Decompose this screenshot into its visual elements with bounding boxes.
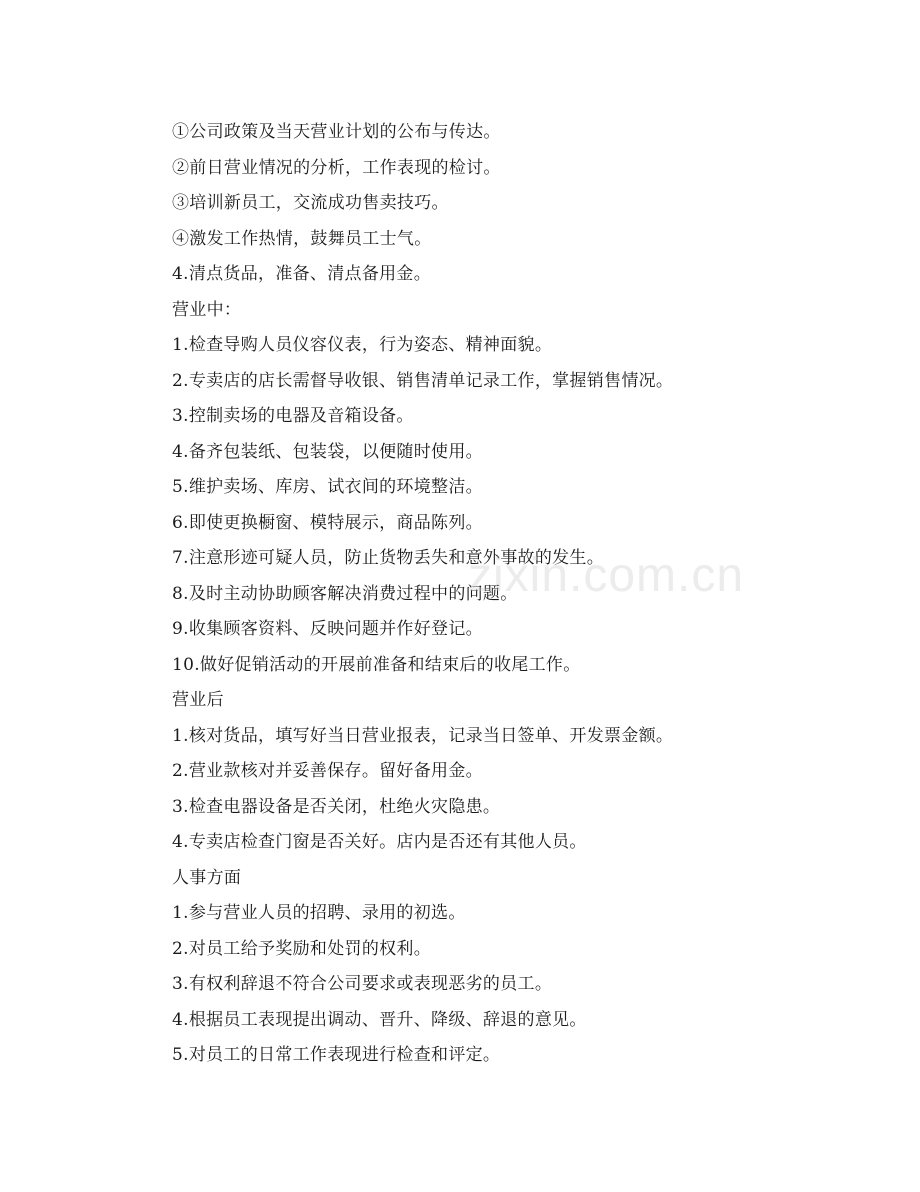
text-line: ①公司政策及当天营业计划的公布与传达。 xyxy=(172,122,501,142)
section-heading: 营业中： xyxy=(172,299,242,320)
text-line: 4.备齐包装纸、包装袋，以便随时使用。 xyxy=(172,441,483,462)
text-line: 10.做好促销活动的开展前准备和结束后的收尾工作。 xyxy=(172,654,581,675)
text-line: 5.对员工的日常工作表现进行检查和评定。 xyxy=(172,1045,501,1065)
text-line: 8.及时主动协助顾客解决消费过程中的问题。 xyxy=(172,583,518,604)
text-line: 3.检查电器设备是否关闭，杜绝火灾隐患。 xyxy=(172,796,501,817)
text-line: 2.营业款核对并妥善保存。留好备用金。 xyxy=(172,761,483,781)
watermark: zixin.com.cn xyxy=(468,549,745,602)
text-line: 3.控制卖场的电器及音箱设备。 xyxy=(172,406,414,426)
text-line: 4.清点货品，准备、清点备用金。 xyxy=(172,264,432,284)
text-line: 4.专卖店检查门窗是否关好。店内是否还有其他人员。 xyxy=(172,832,587,852)
text-line: 3.有权利辞退不符合公司要求或表现恶劣的员工。 xyxy=(172,974,553,994)
text-line: ②前日营业情况的分析，工作表现的检讨。 xyxy=(172,157,501,178)
section-heading: 营业后 xyxy=(172,690,224,710)
text-line: ④激发工作热情，鼓舞员工士气。 xyxy=(172,228,432,249)
text-line: 7.注意形迹可疑人员，防止货物丢失和意外事故的发生。 xyxy=(172,548,605,568)
text-line: 1.参与营业人员的招聘、录用的初选。 xyxy=(172,903,466,923)
text-line: 2.对员工给予奖励和处罚的权利。 xyxy=(172,938,432,959)
section-heading: 人事方面 xyxy=(172,867,242,888)
text-line: 4.根据员工表现提出调动、晋升、降级、辞退的意见。 xyxy=(172,1009,587,1030)
text-line: 9.收集顾客资料、反映问题并作好登记。 xyxy=(172,619,483,639)
document-body xyxy=(172,115,872,1074)
text-line: 1.检查导购人员仪容仪表，行为姿态、精神面貌。 xyxy=(172,335,553,355)
text-line: 1.核对货品，填写好当日营业报表，记录当日签单、开发票金额。 xyxy=(172,725,674,746)
text-line: 6.即使更换橱窗、模特展示，商品陈列。 xyxy=(172,512,483,533)
text-line: 2.专卖店的店长需督导收银、销售清单记录工作，掌握销售情况。 xyxy=(172,370,674,391)
text-line: 5.维护卖场、库房、试衣间的环境整洁。 xyxy=(172,477,483,497)
text-line: ③培训新员工，交流成功售卖技巧。 xyxy=(172,193,449,213)
